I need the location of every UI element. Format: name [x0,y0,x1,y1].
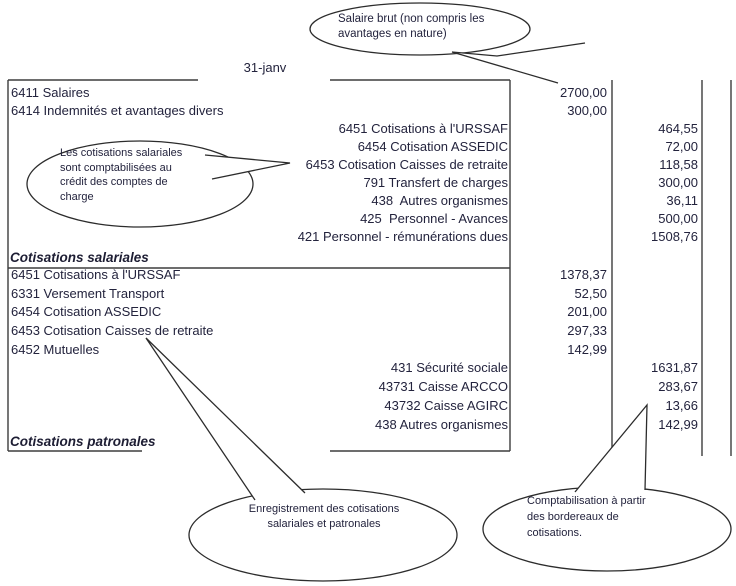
account-label: 438 Autres organismes [375,416,508,432]
date-header: 31-janv [243,60,287,75]
account-label: 6453 Cotisation Caisses de retraite [305,157,508,172]
account-label: 43732 Caisse AGIRC [384,397,508,413]
bubble-line: charge [60,190,94,203]
amount-debit: 297,33 [567,323,607,339]
amount-credit: 142,99 [658,416,698,432]
bubble-salaire-brut-text [338,12,484,42]
amount-credit: 72,00 [665,139,698,154]
account-label: 6331 Versement Transport [11,285,165,301]
journal-row [8,210,733,228]
journal-row [8,416,733,435]
amount-credit: 500,00 [658,211,698,226]
journal-row [8,303,733,322]
journal-row [8,341,733,360]
bubble-line: salariales et patronales [267,518,381,530]
bubble-line: des bordereaux de [527,510,619,523]
journal-row [8,322,733,341]
journal-row [8,397,733,416]
account-label: 6453 Cotisation Caisses de retraite [11,323,214,339]
section-label-salariales: Cotisations salariales [10,250,149,265]
journal-row [8,120,733,138]
journal-row [8,228,733,246]
account-label: 6451 Cotisations à l'URSSAF [11,267,181,282]
bubble-enregistrement-text [203,502,445,532]
bubble-line: Enregistrement des cotisations [248,503,400,515]
journal-row [8,378,733,397]
amount-credit: 464,55 [658,121,698,136]
amount-credit: 283,67 [658,379,698,395]
amount-debit: 300,00 [567,103,607,118]
bubble-bordereaux-text [527,494,646,541]
journal-row [8,84,733,102]
account-label: 43731 Caisse ARCCO [378,379,508,395]
amount-debit: 2700,00 [560,85,607,100]
amount-debit: 52,50 [574,285,607,301]
bubble-line: avantages en nature) [338,28,447,40]
section-label-patronales: Cotisations patronales [10,434,156,449]
account-label: 6454 Cotisation ASSEDIC [11,304,162,320]
bubble-credit-comptes-text [60,146,182,204]
account-label: 6454 Cotisation ASSEDIC [357,139,508,154]
amount-credit: 36,11 [666,193,698,208]
bubble-line: Salaire brut (non compris les [338,13,485,25]
amount-debit: 142,99 [567,341,607,357]
journal-row [8,359,733,378]
bubble-line: sont comptabilisées au [60,161,172,174]
bubble-line: crédit des comptes de [60,176,168,189]
journal-section-2-rows [8,266,733,434]
journal-row [8,285,733,304]
account-label: 438 Autres organismes [371,193,508,208]
bubble-line: Les cotisations salariales [60,147,183,159]
journal-row [8,102,733,120]
account-label: 6452 Mutuelles [11,341,100,357]
account-label: 431 Sécurité sociale [390,360,508,376]
bubble-line: cotisations. [527,526,583,539]
amount-credit: 13,66 [665,397,698,413]
journal-row [8,266,733,285]
amount-debit: 1378,37 [560,267,607,282]
account-label: 425 Personnel - Avances [360,211,508,226]
account-label: 6451 Cotisations à l'URSSAF [338,121,508,136]
amount-credit: 118,58 [659,157,698,172]
account-label: 6411 Salaires [11,85,90,100]
amount-credit: 1631,87 [651,360,698,376]
account-label: 6414 Indemnités et avantages divers [11,103,224,118]
bubble-line: Comptabilisation à partir [527,495,646,507]
amount-debit: 201,00 [567,304,607,320]
account-label: 791 Transfert de charges [363,175,508,190]
amount-credit: 300,00 [658,175,698,190]
account-label: 421 Personnel - rémunérations dues [297,229,508,244]
amount-credit: 1508,76 [651,229,698,244]
